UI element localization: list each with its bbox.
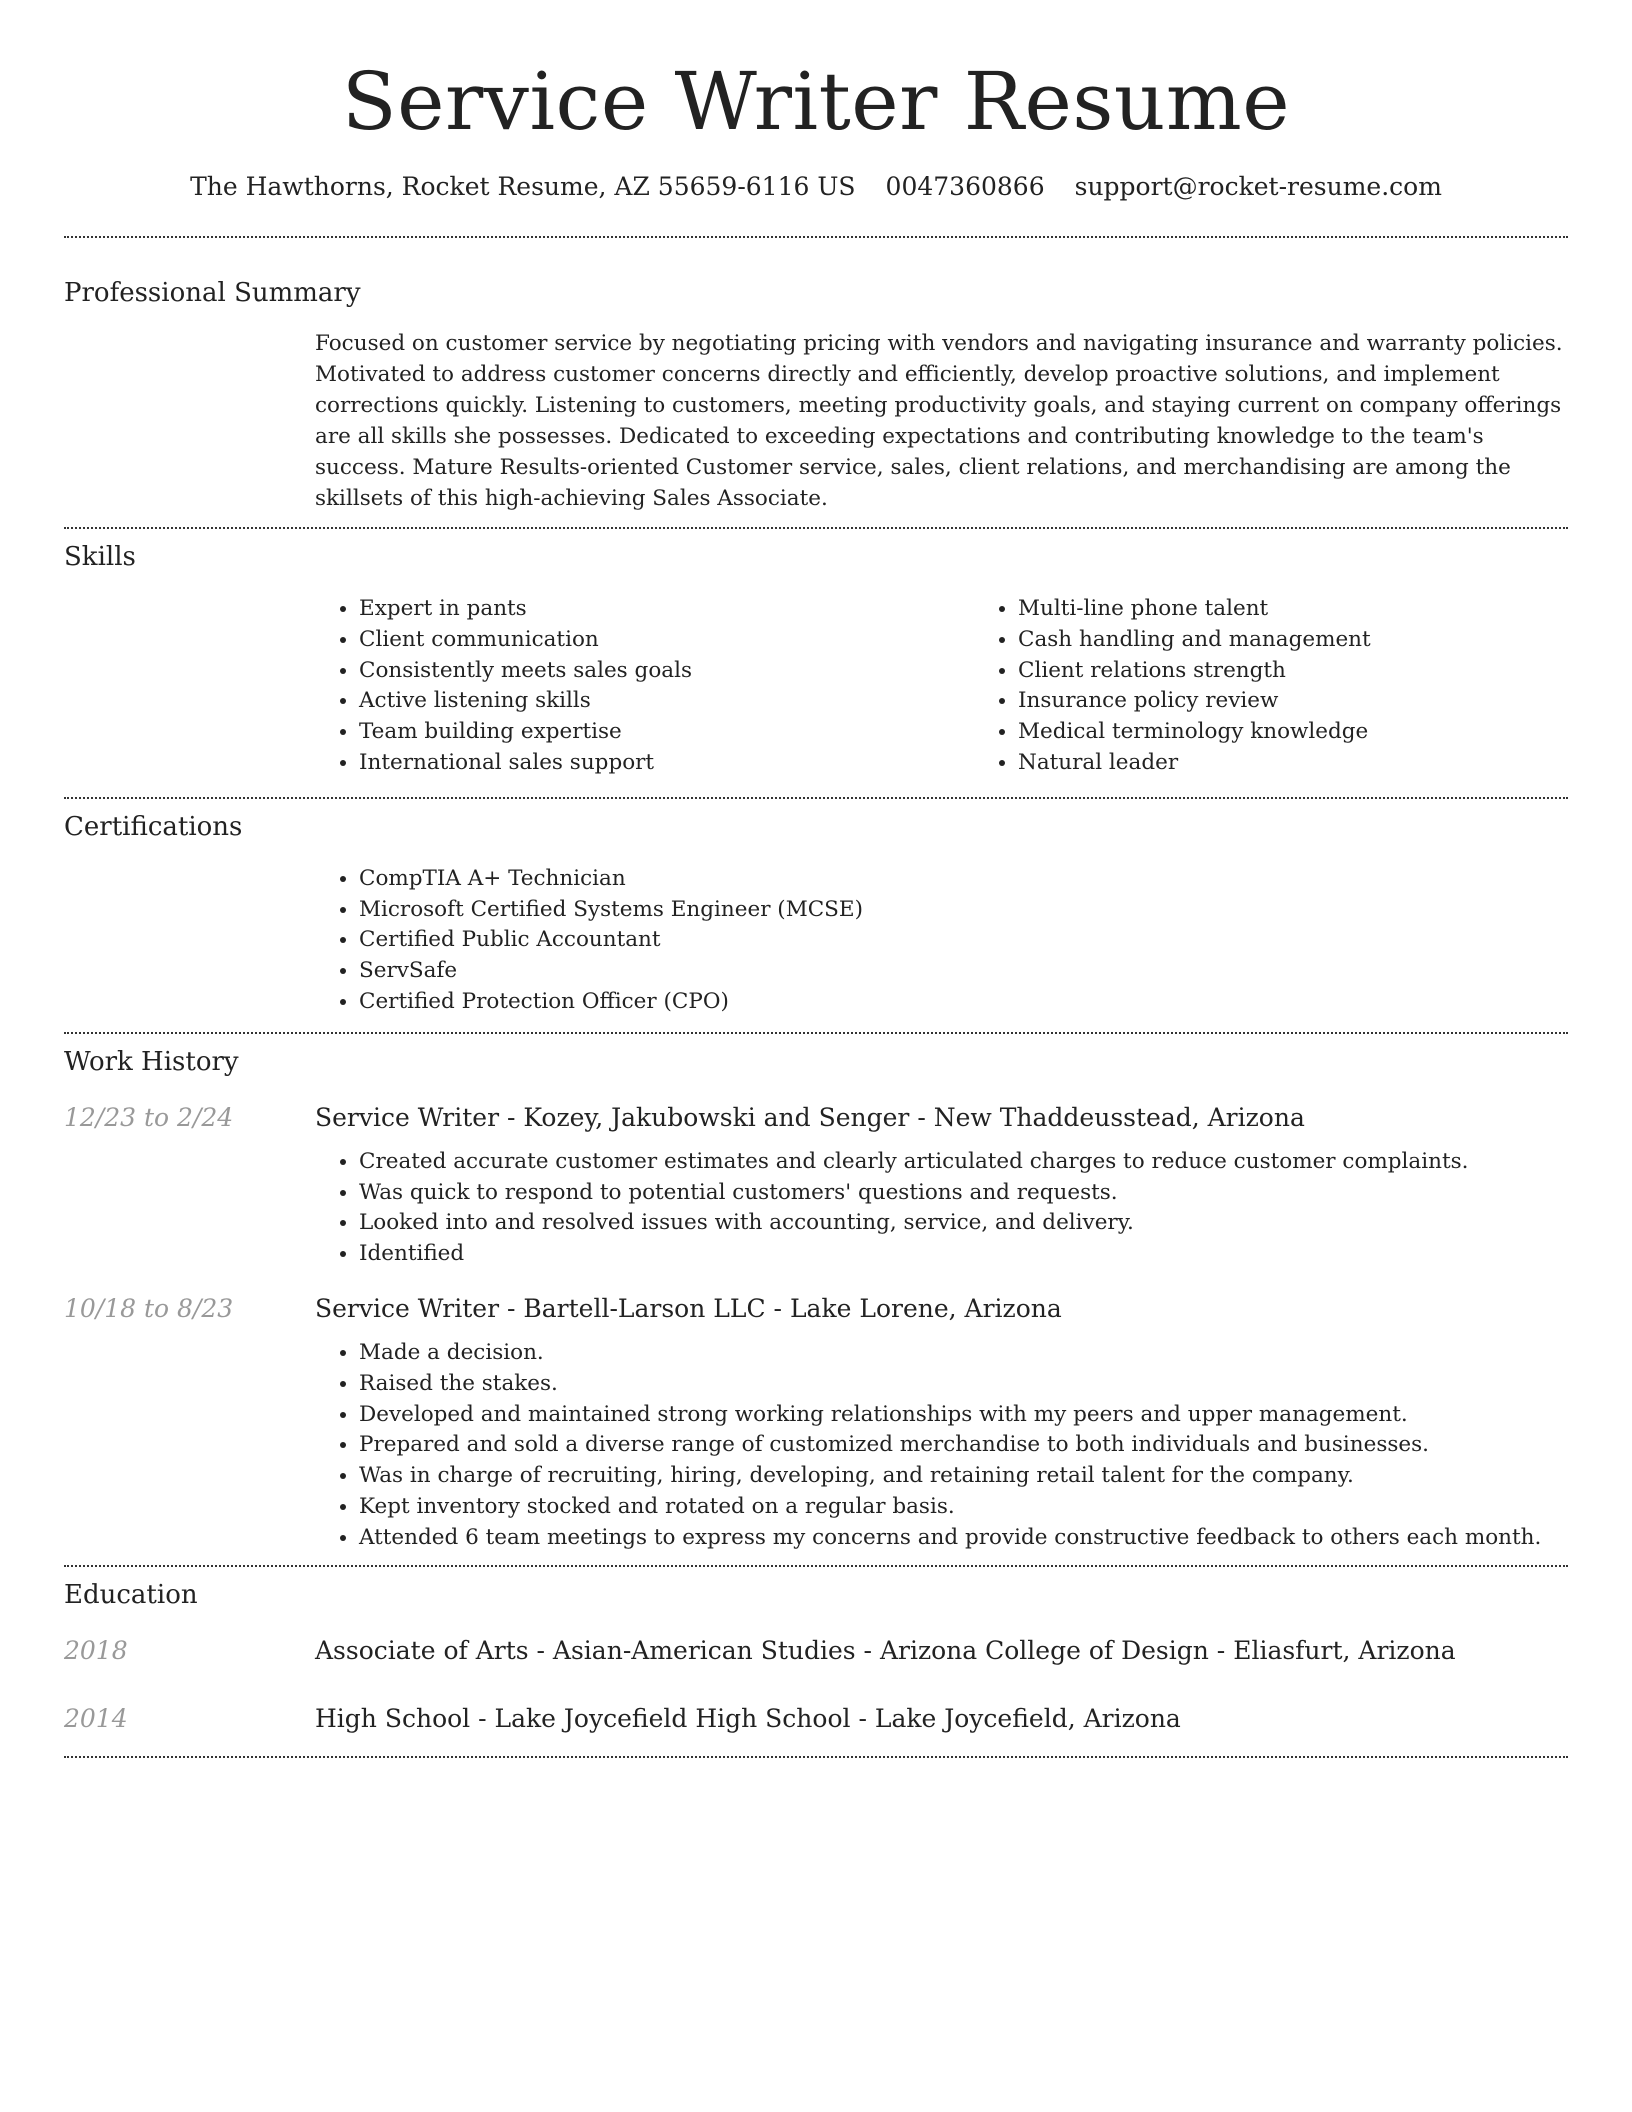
- skills-columns: [315, 594, 1568, 779]
- skills-section: [64, 529, 1568, 779]
- contact-line: [64, 170, 1568, 204]
- job-bullet: • Developed and maintained strong working relationships with my peers and upper management.: [359, 1400, 1568, 1431]
- resume-title: Service Writer Resume: [341, 55, 1291, 148]
- skill-item: • Team building expertise: [359, 717, 974, 748]
- skill-item: • Client communication: [359, 625, 974, 656]
- education-year: 2018: [64, 1635, 128, 1665]
- certification-item: • Certified Protection Officer (CPO): [359, 987, 1568, 1018]
- skill-item: • Insurance policy review: [1018, 686, 1632, 717]
- job-bullets: [315, 1338, 1568, 1554]
- contact-phone: 0047360866: [885, 172, 1045, 201]
- job-entry: [64, 1292, 1568, 1554]
- education-entry: [64, 1702, 1568, 1736]
- education-entry: [64, 1634, 1568, 1668]
- summary-text: Focused on customer service by negotiating pricing with vendors and navigating insurance and warranty policies. Motivated to address customer concerns directly and efficiently, develop proactive solutions, and implement corrections quickly. Listening to customers, meeting productivity goals, and staying current on company offerings are all skills she possesses. Dedicated to exceeding expectations and contributing knowledge to the team's success. Mature Results-oriented Customer service, sales, client relations, and merchandising are among the skillsets of this high-achieving Sales Associate.: [315, 331, 1563, 511]
- education-section: [64, 1567, 1568, 1736]
- job-entry: [64, 1101, 1568, 1270]
- job-bullet: • Prepared and sold a diverse range of customized merchandise to both individuals and businesses.: [359, 1430, 1568, 1461]
- job-bullet: • Created accurate customer estimates and clearly articulated charges to reduce customer complaints.: [359, 1147, 1568, 1178]
- skill-item: • Cash handling and management: [1018, 625, 1632, 656]
- work-section: [64, 1034, 1568, 1554]
- education-year: 2014: [64, 1703, 128, 1733]
- skill-item: • Natural leader: [1018, 748, 1632, 779]
- certifications-section: [64, 799, 1568, 1018]
- work-heading: Work History: [64, 1046, 239, 1077]
- skills-content: [315, 594, 1568, 779]
- contact-email: support@rocket-resume.com: [1074, 172, 1442, 201]
- job-bullet: • Raised the stakes.: [359, 1369, 1568, 1400]
- job-header: [64, 1101, 1568, 1135]
- skill-item: • Multi-line phone talent: [1018, 594, 1632, 625]
- job-bullet: • Was in charge of recruiting, hiring, developing, and retaining retail talent for the company.: [359, 1461, 1568, 1492]
- certifications-heading: Certifications: [64, 811, 243, 842]
- skills-list-right: [974, 594, 1632, 779]
- job-bullets: [315, 1147, 1568, 1270]
- certification-item: • ServSafe: [359, 956, 1568, 987]
- job-bullet: • Looked into and resolved issues with accounting, service, and delivery.: [359, 1208, 1568, 1239]
- skill-item: • Consistently meets sales goals: [359, 656, 974, 687]
- summary-content: [315, 328, 1568, 514]
- skill-item: • Active listening skills: [359, 686, 974, 717]
- job-dates: 10/18 to 8/23: [64, 1293, 234, 1323]
- job-bullet-list: [315, 1147, 1568, 1270]
- summary-heading: Professional Summary: [64, 278, 361, 308]
- skill-item: • Client relations strength: [1018, 656, 1632, 687]
- certifications-list: [315, 864, 1568, 1018]
- job-title: Service Writer - Bartell-Larson LLC - Lake Lorene, Arizona: [315, 1293, 1062, 1323]
- education-text: Associate of Arts - Asian-American Studies - Arizona College of Design - Eliasfurt, Arizona: [315, 1635, 1456, 1665]
- certifications-content: [315, 864, 1568, 1018]
- skill-item: • Medical terminology knowledge: [1018, 717, 1632, 748]
- job-header: [64, 1292, 1568, 1326]
- skills-heading: Skills: [64, 542, 136, 572]
- skill-item: • Expert in pants: [359, 594, 974, 625]
- job-bullet: • Made a decision.: [359, 1338, 1568, 1369]
- job-title: Service Writer - Kozey, Jakubowski and Senger - New Thaddeusstead, Arizona: [315, 1102, 1305, 1132]
- contact-address: The Hawthorns, Rocket Resume, AZ 55659-6116 US: [190, 172, 856, 201]
- skills-list-left: [315, 594, 974, 779]
- education-heading: Education: [64, 1579, 198, 1610]
- certification-item: • Microsoft Certified Systems Engineer (MCSE): [359, 895, 1568, 926]
- certification-item: • CompTIA A+ Technician: [359, 864, 1568, 895]
- certification-item: • Certified Public Accountant: [359, 925, 1568, 956]
- job-bullet: • Kept inventory stocked and rotated on a regular basis.: [359, 1492, 1568, 1523]
- job-bullet-list: [315, 1338, 1568, 1554]
- job-bullet: • Identified: [359, 1239, 1568, 1270]
- job-bullet: • Was quick to respond to potential customers' questions and requests.: [359, 1178, 1568, 1209]
- skill-item: • International sales support: [359, 748, 974, 779]
- job-dates: 12/23 to 2/24: [64, 1102, 234, 1132]
- job-bullet: • Attended 6 team meetings to express my concerns and provide constructive feedback to others each month.: [359, 1523, 1568, 1554]
- summary-section: [64, 238, 1568, 514]
- education-text: High School - Lake Joycefield High School - Lake Joycefield, Arizona: [315, 1703, 1181, 1733]
- divider: [64, 1756, 1568, 1758]
